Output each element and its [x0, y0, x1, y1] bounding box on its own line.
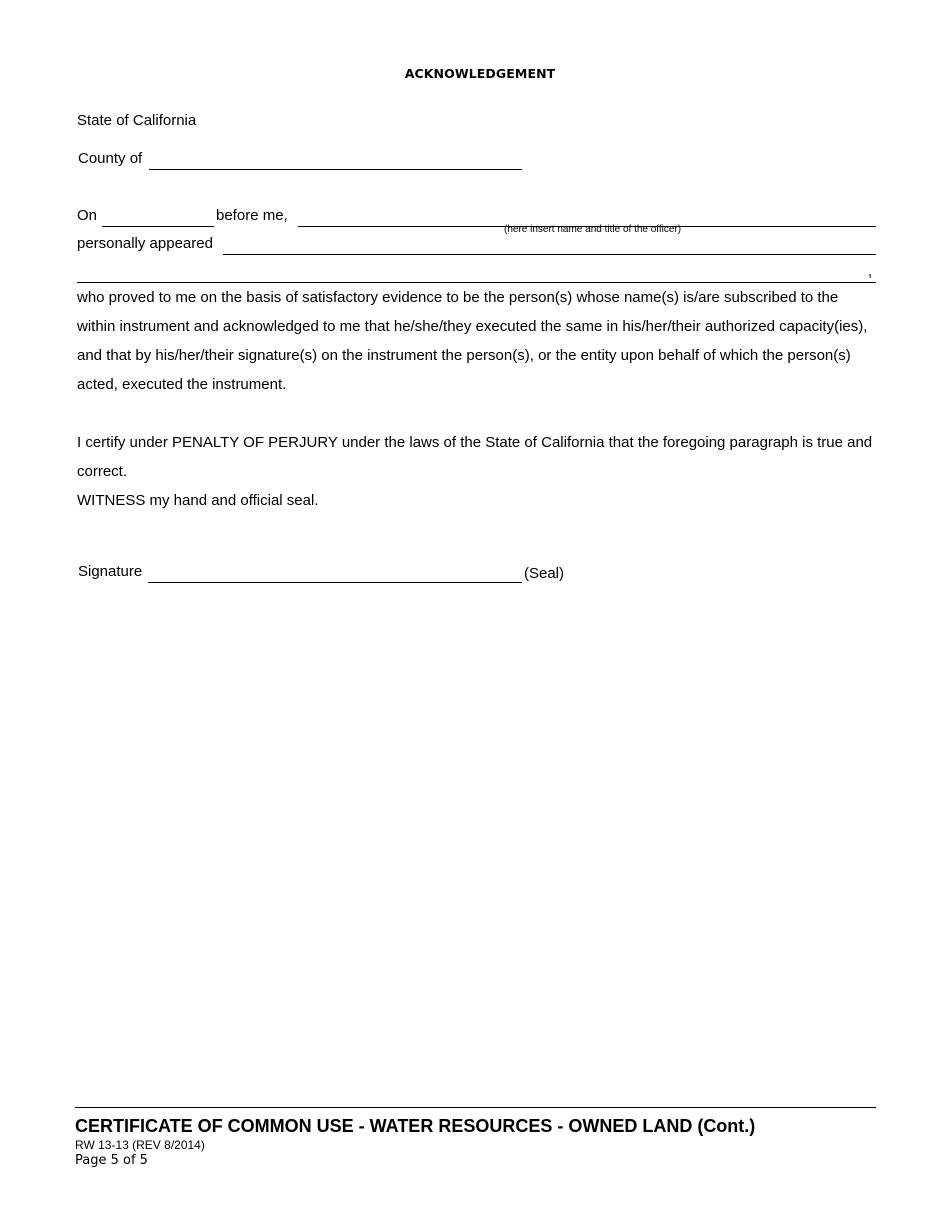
seal-label: (Seal) [524, 565, 565, 582]
continuation-comma: , [868, 263, 873, 280]
proof-text: who proved to me on the basis of satisfactory evidence to be the person(s) whose name(s) is/are subscribed to the within instrument and acknowledged to me that he/she/they executed the same in his/her/their authorized capacity(ies), and that by his/her/their signature(s) on the instrument the person(s), or the entity upon behalf of which the person(s) acted, executed the instrument. [77, 289, 868, 393]
date-field[interactable] [102, 207, 214, 227]
footer-title: CERTIFICATE OF COMMON USE - WATER RESOURCES - OWNED LAND (Cont.) [75, 1116, 756, 1136]
signature-label: Signature [78, 563, 143, 580]
footer-divider [75, 1107, 876, 1108]
page-title: ACKNOWLEDGEMENT [404, 66, 556, 81]
county-field[interactable] [149, 150, 522, 170]
before-me-label: before me, [216, 207, 288, 224]
appeared-label: personally appeared [77, 235, 213, 252]
signature-field[interactable] [148, 563, 522, 583]
witness-text: WITNESS my hand and official seal. [77, 492, 319, 509]
appeared-continuation-field[interactable] [77, 263, 876, 283]
appeared-field[interactable] [223, 235, 876, 255]
state-line: State of California [77, 112, 197, 129]
on-label: On [77, 207, 98, 224]
certify-text: I certify under PENALTY OF PERJURY under the laws of the State of California that the foregoing paragraph is true and correct. [77, 434, 873, 480]
county-label: County of [78, 150, 143, 167]
certify-paragraph [77, 428, 877, 515]
form-code: RW 13-13 (REV 8/2014) [75, 1138, 205, 1152]
proof-paragraph [77, 283, 877, 399]
officer-hint: (here insert name and title of the officer) [504, 224, 682, 235]
page-number: Page 5 of 5 [75, 1153, 148, 1168]
